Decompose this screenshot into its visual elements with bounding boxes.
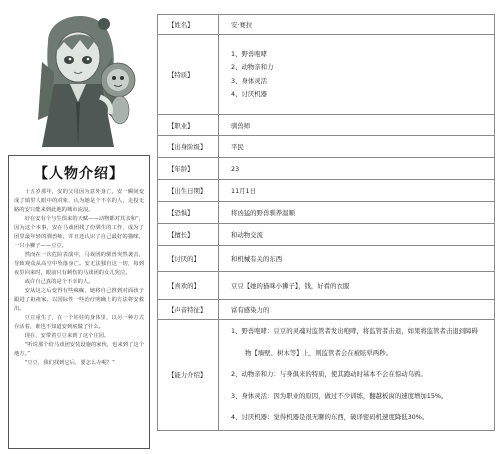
list-item: 4、讨厌机器 xyxy=(231,89,268,98)
table-row xyxy=(158,300,495,320)
intro-title: 【人物介绍】 xyxy=(34,166,124,182)
row-value-age: 23 xyxy=(219,158,495,180)
row-value-name: 安·赛拉 xyxy=(219,15,495,35)
list-item: 1、野兽咆哮 xyxy=(231,49,268,58)
abilities-list xyxy=(219,320,495,431)
table-row xyxy=(158,224,495,246)
row-label-occupation: 【职业】 xyxy=(158,115,219,136)
intro-paragraph: “豆豆，我们找到它后，要怎么办呢？” xyxy=(24,360,115,366)
row-value-occupation: 驯兽师 xyxy=(219,115,495,136)
table-row xyxy=(158,272,495,300)
row-label-abilities: 【能力介绍】 xyxy=(158,320,219,431)
intro-paragraph: 好在安有个与生俱来的天赋——动物都对其亲和“，因为这个本事，安在马戏团找了份驯生的工作，成为了团里最年轻的驯兽师，并且还认识了自己最好的猫咪，一只小狮子——豆豆。 xyxy=(14,216,144,249)
row-label-class: 【出身阶级】 xyxy=(158,136,219,158)
character-profile-table xyxy=(157,14,495,431)
list-item: 3、身体灵活：因为职业的原因，做过不少训练，翻越板窗的速度增加15%。 xyxy=(231,391,448,400)
row-value-skill: 和动物交流 xyxy=(219,224,495,246)
intro-paragraph: 豆豆重生了，在一个娃娃的身体里，以另一种方式存活着，谁也不知道安到底做了什么。 xyxy=(14,315,144,330)
intro-paragraph: 或许自己真的是个不幸的人。 xyxy=(24,279,94,285)
row-label-age: 【年龄】 xyxy=(158,158,219,180)
row-label-skill: 【擅长】 xyxy=(158,224,219,246)
character-intro-panel xyxy=(8,155,150,449)
row-label-likes: 【喜欢的】 xyxy=(158,272,219,300)
row-value-birthday: 11月1日 xyxy=(219,180,495,202)
intro-paragraph: “听说那个给马戏团安装设施的家伙，也来到了这个地方。” xyxy=(14,342,144,357)
intro-paragraph: 安从这之后变得有些疯癫，她将自己推到对面孩子跟进了祖祖家。以国际性一些治疗明确上的方法将安救出。 xyxy=(14,288,144,312)
list-item: 2、动物亲和力 xyxy=(231,63,274,72)
list-item: 2、动物亲和力：与身俱来的特质，使其跑动时基本不会在惊动乌鸦。 xyxy=(231,370,427,378)
intro-paragraph: 现在，安带着豆豆来到了这个庄园。 xyxy=(24,333,110,339)
table-row xyxy=(158,115,495,136)
row-value-likes: 豆豆【她的猫咪小狮子】，钱，好看的衣服 xyxy=(219,272,495,300)
table-row xyxy=(158,158,495,180)
row-label-fear: 【恐惧】 xyxy=(158,202,219,224)
intro-paragraph: 十五岁那年，安的父母因为意外身亡，安一瞬间变成了镇里人眼中的对象，认为她是个不幸的人，走投无路的安只能来到此地的城市流浪。 xyxy=(14,189,144,213)
row-value-class: 平民 xyxy=(219,136,495,158)
list-item: 4、讨厌机器：觉得机器是很无聊的东西，破译密码机速度降低30%。 xyxy=(231,413,429,421)
character-portrait xyxy=(8,2,156,152)
intro-paragraph: 然而在一次危险表演中，马戏团的驯兽突然袭击，导致观众从高空中坠落身亡。安无法独自这一切，每到夜里回来时，眼前只有刺伤的马戏团的女儿哭泣。 xyxy=(14,252,144,276)
table-row xyxy=(158,15,495,35)
list-item: 1、野兽咆哮：豆豆的灵魂对监管者发出咆哮，将监管者击退，如果将监管者击退到障碍 xyxy=(231,327,478,335)
row-label-name: 【姓名】 xyxy=(158,15,219,35)
row-label-birthday: 【出生日期】 xyxy=(158,180,219,202)
table-row xyxy=(158,180,495,202)
row-value-dislikes: 和机械有关的东西 xyxy=(219,246,495,272)
table-row xyxy=(158,320,495,431)
table-row xyxy=(158,202,495,224)
traits-list xyxy=(219,35,495,115)
table-row xyxy=(158,246,495,272)
row-label-voice: 【声音特征】 xyxy=(158,300,219,320)
row-value-voice: 富有感染力的 xyxy=(219,300,495,320)
list-item: 3、身体灵活 xyxy=(231,76,268,85)
row-label-dislikes: 【讨厌的】 xyxy=(158,246,219,272)
list-item: 物【墙壁、树木等】上，则监管者会在被眩晕两秒。 xyxy=(245,348,392,357)
row-label-traits: 【特质】 xyxy=(158,35,219,115)
row-value-fear: 将凶猛的野兽驯养温顺 xyxy=(219,202,495,224)
table-row xyxy=(158,35,495,115)
table-row xyxy=(158,136,495,158)
